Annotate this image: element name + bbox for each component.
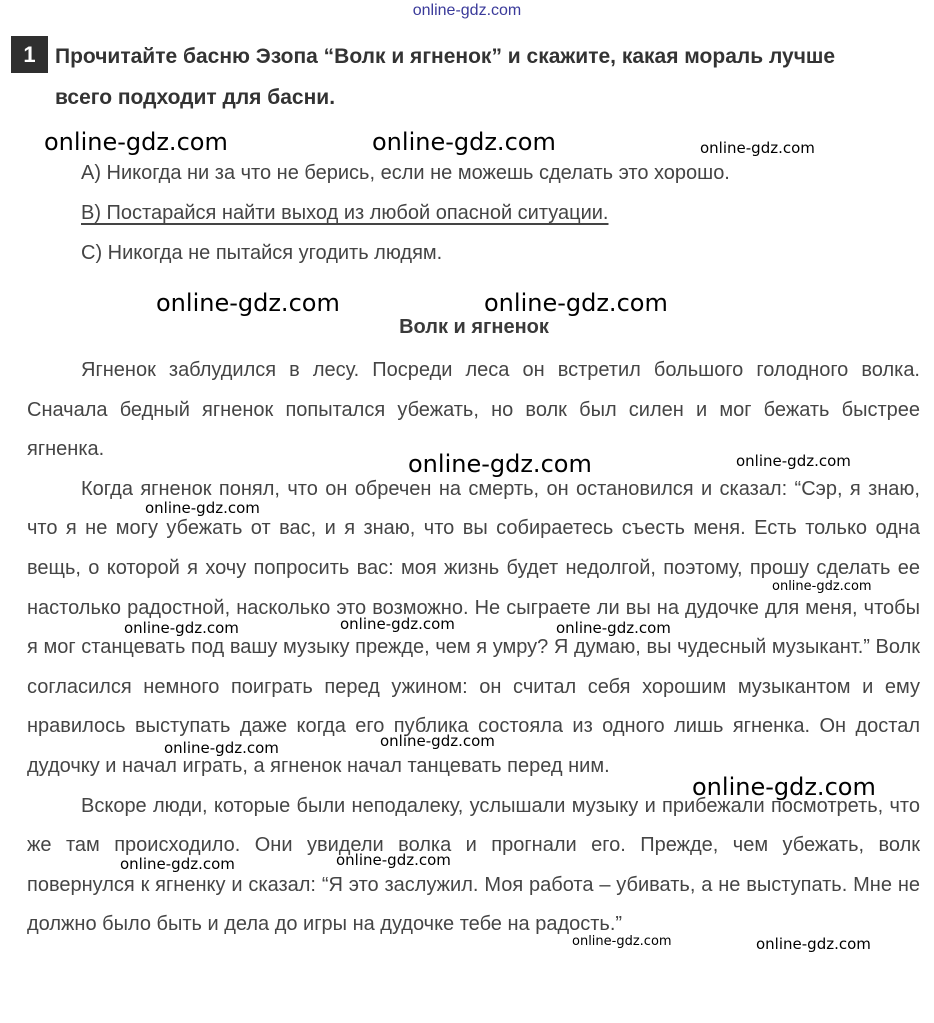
watermark: online-gdz.com bbox=[380, 732, 495, 750]
task-number-badge: 1 bbox=[11, 36, 48, 73]
watermark: online-gdz.com bbox=[120, 855, 235, 873]
watermark: online-gdz.com bbox=[340, 615, 455, 633]
watermark: online-gdz.com bbox=[124, 619, 239, 637]
story-title: Волк и ягненок bbox=[399, 316, 549, 338]
watermark: online-gdz.com bbox=[772, 579, 872, 594]
watermark: online-gdz.com bbox=[484, 289, 668, 317]
task-instruction-line-2: всего подходит для басни. bbox=[55, 86, 336, 109]
watermark: online-gdz.com bbox=[164, 739, 279, 757]
task-instruction-line-1: Прочитайте басню Эзопа “Волк и ягненок” и скажите, какая мораль лучше bbox=[55, 45, 836, 68]
task-instruction bbox=[55, 36, 925, 118]
story-paragraph-3: Вскоре люди, которые были неподалеку, услышали музыку и прибежали посмотреть, что же там происходило. Они увидели волка и прогнали его. Прежде, чем убежать, волк повернулся к ягненку и сказал: “Я это заслужил. Моя работа – убивать, а не выступать. Мне не должно было быть и дела до игры на дудочке тебе на радость.” bbox=[27, 794, 920, 936]
watermark: online-gdz.com bbox=[756, 935, 871, 953]
watermark: online-gdz.com bbox=[156, 289, 340, 317]
story-paragraph-1: Ягненок заблудился в лесу. Посреди леса он встретил большого голодного волка. Сначала бедный ягненок попытался убежать, но волк был силен и мог бежать быстрее ягненка. bbox=[27, 359, 920, 461]
watermark: online-gdz.com bbox=[556, 619, 671, 637]
story-paragraph-2: Когда ягненок понял, что он обречен на смерть, он остановился и сказал: “Сэр, я знаю, что я не могу убежать от вас, и я знаю, что вы собираетесь съесть меня. Есть только одна вещь, о которой я хочу попросить вас: моя жизнь будет недолгой, поэтому, прошу сделать ее настолько радостной, насколько это возможно. Не сыграете ли вы на дудочке для меня, чтобы я мог станцевать под вашу музыку прежде, чем я умру? Я думаю, вы чудесный музыкант.” Волк согласился немного поиграть перед ужином: он считал себя хорошим музыкантом и ему нравилось выступать даже когда его публика состояла из одного лишь ягненка. Он достал дудочку и начал играть, а ягненок начал танцевать перед ним. bbox=[27, 477, 920, 777]
watermark: online-gdz.com bbox=[700, 139, 815, 157]
watermark: online-gdz.com bbox=[145, 499, 260, 517]
option-a: A) Никогда ни за что не берись, если не можешь сделать это хорошо. bbox=[81, 162, 730, 184]
watermark: online-gdz.com bbox=[572, 934, 672, 949]
watermark: online-gdz.com bbox=[736, 452, 851, 470]
answer-options bbox=[81, 153, 901, 273]
watermark: online-gdz.com bbox=[336, 851, 451, 869]
option-c: C) Никогда не пытайся угодить людям. bbox=[81, 242, 443, 264]
header-site-watermark: online-gdz.com bbox=[412, 2, 522, 19]
watermark: online-gdz.com bbox=[372, 128, 556, 156]
option-b-selected: B) Постарайся найти выход из любой опасной ситуации. bbox=[81, 202, 609, 224]
watermark: online-gdz.com bbox=[408, 450, 592, 478]
watermark: online-gdz.com bbox=[692, 773, 876, 801]
watermark: online-gdz.com bbox=[44, 128, 228, 156]
